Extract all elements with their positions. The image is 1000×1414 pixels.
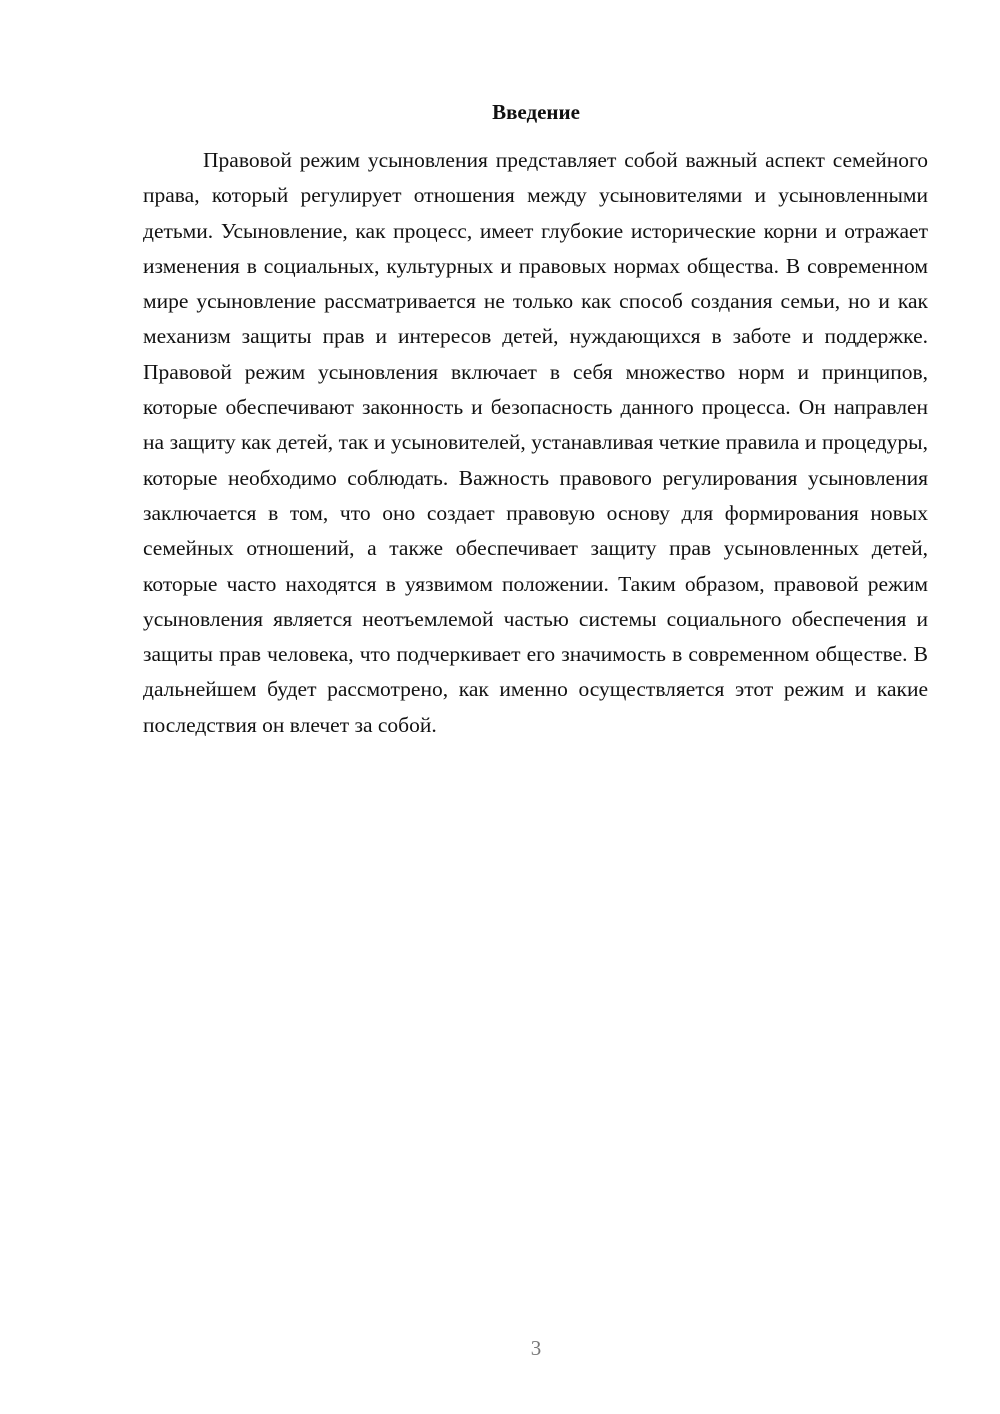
- page-number: 3: [530, 1336, 542, 1360]
- body-paragraph: Правовой режим усыновления представляет собой важный аспект семейного права, который регулирует отношения между усыновителями и усыновленными детьми. Усыновление, как процесс, имеет глубокие исторические корни и отражает изменения в социальных, культурных и правовых нормах общества. В современном мире усыновление рассматривается не только как способ создания семьи, но и как механизм защиты прав и интересов детей, нуждающихся в заботе и поддержке. Правовой режим усыновления включает в себя множество норм и принципов, которые обеспечивают законность и безопасность данного процесса. Он направлен на защиту как детей, так и усыновителей, устанавливая четкие правила и процедуры, которые необходимо соблюдать. Важность правового регулирования усыновления заключается в том, что оно создает правовую основу для формирования новых семейных отношений, а также обеспечивает защиту прав усыновленных детей, которые часто находятся в уязвимом положении. Таким образом, правовой режим усыновления является неотъемлемой частью системы социального обеспечения и защиты прав человека, что подчеркивает его значимость в современном обществе. В дальнейшем будет рассмотрено, как именно осуществляется этот режим и какие последствия он влечет за собой.: [143, 148, 928, 737]
- page-title: Введение: [492, 100, 580, 124]
